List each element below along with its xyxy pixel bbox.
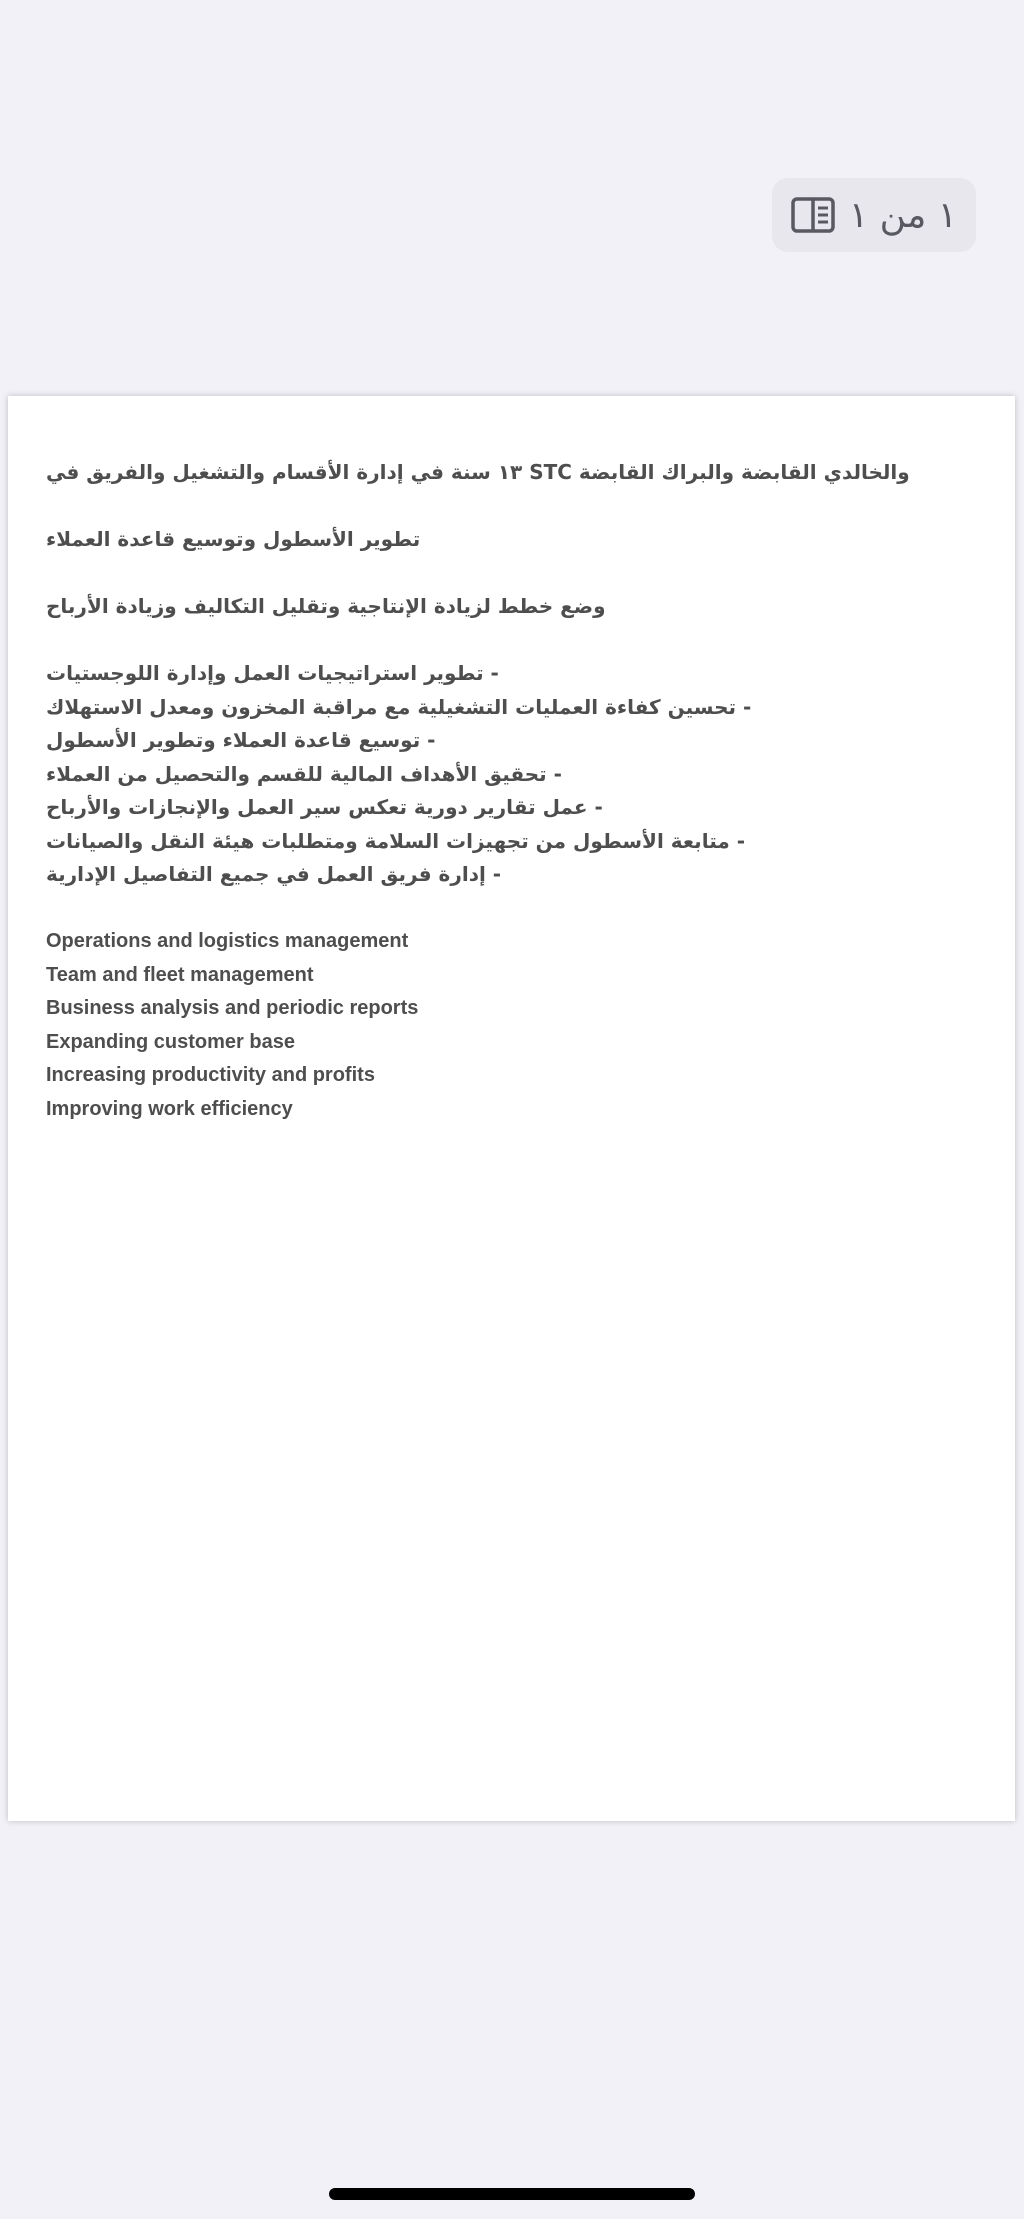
skill-item: Improving work efficiency — [46, 1097, 293, 1120]
skill-item: Business analysis and periodic reports — [46, 997, 419, 1019]
page-indicator[interactable] — [772, 178, 976, 252]
bullet-item: - تحسين كفاءة العمليات التشغيلية مع مراقبة المخزون ومعدل الاستهلاك — [46, 694, 752, 719]
book-sidebar-icon — [791, 197, 835, 233]
intro-line: والخالدي القابضة والبراك القابضة STC ١٣ سنة في إدارة الأقسام والتشغيل والفريق في — [46, 460, 910, 484]
spacer — [46, 624, 976, 658]
bullet-item: - متابعة الأسطول من تجهيزات السلامة ومتطلبات هيئة النقل والصيانات — [46, 828, 746, 853]
home-indicator[interactable] — [329, 2188, 695, 2200]
spacer — [46, 490, 976, 524]
document-page[interactable] — [8, 396, 1015, 1821]
skill-item: Increasing productivity and profits — [46, 1064, 375, 1086]
skill-item: Team and fleet management — [46, 963, 314, 986]
skill-item: Expanding customer base — [46, 1030, 295, 1053]
intro-line: تطوير الأسطول وتوسيع قاعدة العملاء — [46, 527, 421, 551]
document-content — [46, 456, 976, 1126]
bullet-item: - عمل تقارير دورية تعكس سير العمل والإنجازات والأرباح — [46, 795, 603, 819]
bullet-item: - توسيع قاعدة العملاء وتطوير الأسطول — [46, 728, 436, 752]
page-indicator-label: ١ من ١ — [848, 194, 958, 236]
bullet-item: - إدارة فريق العمل في جميع التفاصيل الإدارية — [46, 862, 502, 886]
bullet-item: - تحقيق الأهداف المالية للقسم والتحصيل من العملاء — [46, 761, 562, 786]
spacer — [46, 892, 976, 926]
intro-line: وضع خطط لزيادة الإنتاجية وتقليل التكاليف وزيادة الأرباح — [46, 594, 606, 618]
spacer — [46, 557, 976, 591]
bullet-item: - تطوير استراتيجيات العمل وإدارة اللوجستيات — [46, 661, 499, 685]
skill-item: Operations and logistics management — [46, 930, 409, 952]
